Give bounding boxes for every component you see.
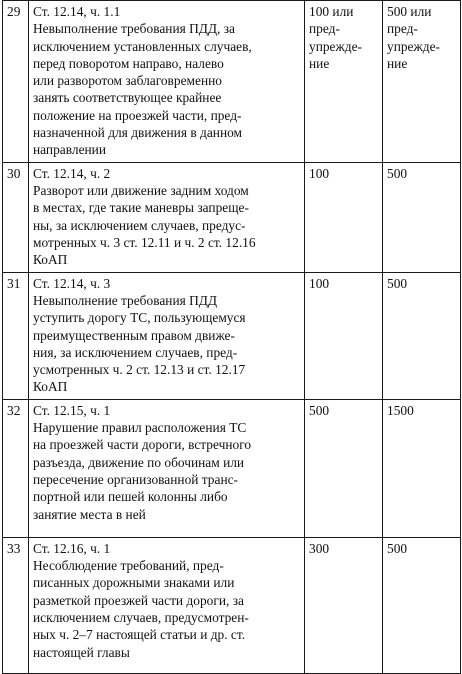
description-line: мотренных ч. 3 ст. 12.11 и ч. 2 ст. 12.16 xyxy=(33,234,256,250)
description-line: назначенной для движения в данном xyxy=(33,125,243,141)
article-reference: Ст. 12.14, ч. 2 xyxy=(33,165,111,181)
description-line: КоАП xyxy=(33,252,68,268)
article-reference: Ст. 12.14, ч. 3 xyxy=(33,275,111,291)
table-row xyxy=(3,399,461,537)
description-line: занятие места в ней xyxy=(33,506,146,522)
fine-min-line: 100 xyxy=(309,275,330,291)
fine-max-cell xyxy=(383,162,461,272)
violation-cell xyxy=(29,162,305,272)
fine-min-line: упрежде- xyxy=(309,38,362,54)
violation-description xyxy=(33,182,300,268)
description-line: писанных дорожными знаками или xyxy=(33,575,235,591)
fine-max-line: 500 или xyxy=(387,4,432,19)
fine-min-line: 100 xyxy=(309,165,330,181)
row-number: 33 xyxy=(3,537,29,673)
fine-min-cell xyxy=(305,162,383,272)
violation-description xyxy=(33,20,300,158)
violation-cell xyxy=(29,272,305,399)
row-number: 29 xyxy=(3,1,29,163)
description-line: перед поворотом направо, налево xyxy=(33,55,224,71)
row-number: 32 xyxy=(3,399,29,537)
fine-min-cell xyxy=(305,537,383,673)
violation-description xyxy=(33,292,300,396)
fine-max-cell xyxy=(383,399,461,537)
violation-description xyxy=(33,419,300,523)
fine-max-line: 1500 xyxy=(387,402,414,418)
description-line: Несоблюдение требований, пред- xyxy=(33,558,224,574)
article-reference: Ст. 12.14, ч. 1.1 xyxy=(33,4,121,19)
description-line: Невыполнение требования ПДД xyxy=(33,292,218,308)
description-line: ния, за исключением случаев, пред- xyxy=(33,344,238,360)
description-line: или разворотом заблаговременно xyxy=(33,73,222,89)
fine-min-line: ние xyxy=(309,55,330,71)
fines-table xyxy=(2,0,461,674)
fine-max-line: пред- xyxy=(387,21,418,37)
fine-max-line: 500 xyxy=(387,540,408,556)
table-row xyxy=(3,162,461,272)
description-line: портной или пешей колонны либо xyxy=(33,489,228,505)
description-line: Разворот или движение задним ходом xyxy=(33,182,249,198)
fine-min-cell xyxy=(305,399,383,537)
description-line: преимущественным правом движе- xyxy=(33,327,235,343)
fine-max-line: 500 xyxy=(387,275,408,291)
row-number: 30 xyxy=(3,162,29,272)
description-line: уступить дорогу ТС, пользующемуся xyxy=(33,310,246,326)
fines-table-body xyxy=(3,1,461,674)
article-reference: Ст. 12.16, ч. 1 xyxy=(33,540,111,556)
fine-max-line: упрежде- xyxy=(387,38,440,54)
table-row xyxy=(3,537,461,673)
description-line: Нарушение правил расположения ТС xyxy=(33,420,247,436)
fine-min-line: 300 xyxy=(309,540,330,556)
description-line: занять соответствующее крайнее xyxy=(33,90,222,106)
description-line: исключением случаев, предусмотрен- xyxy=(33,609,249,625)
fine-max-line: ние xyxy=(387,55,408,71)
fine-min-line: 100 или xyxy=(309,4,354,19)
fine-max-line: 500 xyxy=(387,165,408,181)
fine-max-cell xyxy=(383,1,461,163)
description-line: разметкой проезжей части дороги, за xyxy=(33,592,244,608)
fine-min-cell xyxy=(305,1,383,163)
description-line: Невыполнение требования ПДД, за xyxy=(33,21,235,37)
description-line: разъезда, движение по обочинам или xyxy=(33,454,245,470)
fine-min-line: 500 xyxy=(309,402,330,418)
description-line: ных ч. 2–7 настоящей статьи и др. ст. xyxy=(33,627,246,643)
description-line: КоАП xyxy=(33,379,68,395)
violation-cell xyxy=(29,399,305,537)
description-line: настоящей главы xyxy=(33,644,130,660)
description-line: пересечение организованной транс- xyxy=(33,471,239,487)
description-line: направлении xyxy=(33,142,107,158)
description-line: усмотренных ч. 2 ст. 12.13 и ст. 12.17 xyxy=(33,362,246,378)
description-line: исключением установленных случаев, xyxy=(33,38,252,54)
table-row xyxy=(3,272,461,399)
row-number: 31 xyxy=(3,272,29,399)
fine-min-line: пред- xyxy=(309,21,340,37)
description-line: ны, за исключением случаев, предус- xyxy=(33,217,246,233)
fine-max-cell xyxy=(383,537,461,673)
violation-description xyxy=(33,557,300,661)
description-line: на проезжей части дороги, встречного xyxy=(33,437,252,453)
description-line: в местах, где такие маневры запреще- xyxy=(33,200,249,216)
description-line: положение на проезжей части, пред- xyxy=(33,107,242,123)
table-row xyxy=(3,1,461,163)
article-reference: Ст. 12.15, ч. 1 xyxy=(33,402,111,418)
fine-min-cell xyxy=(305,272,383,399)
violation-cell xyxy=(29,1,305,163)
fine-max-cell xyxy=(383,272,461,399)
violation-cell xyxy=(29,537,305,673)
